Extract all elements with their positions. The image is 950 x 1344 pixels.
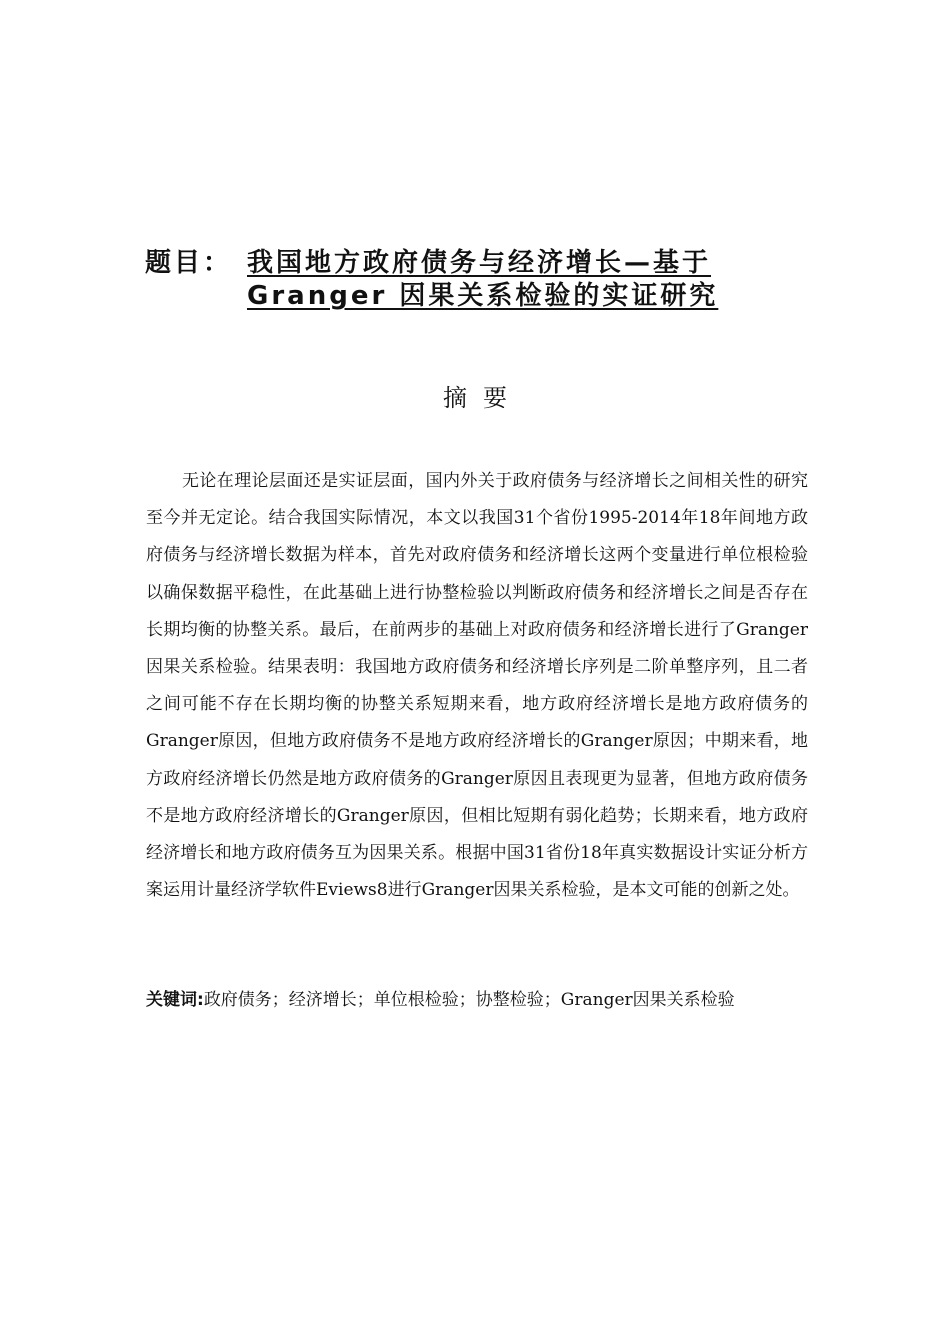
title-label: 题目： xyxy=(145,248,233,278)
abstract-body: 无论在理论层面还是实证层面，国内外关于政府债务与经济增长之间相关性的研究至今并无定论。结合我国实际情况，本文以我国31个省份1995-2014年18年间地方政府债务与经济增长数据为样本，首先对政府债务和经济增长这两个变量进行单位根检验以确保数据平稳性，在此基础上进行协整检验以判断政府债务和经济增长之间是否存在长期均衡的协整关系。最后，在前两步的基础上对政府债务和经济增长进行了Granger因果关系检验。结果表明：我国地方政府债务和经济增长序列是二阶单整序列，且二者之间可能不存在长期均衡的协整关系短期来看，地方政府经济增长是地方政府债务的Granger原因，但地方政府债务不是地方政府经济增长的Granger原因；中期来看，地方政府经济增长仍然是地方政府债务的Granger原因且表现更为显著，但地方政府债务不是地方政府经济增长的Granger原因，但相比短期有弱化趋势；长期来看，地方政府经济增长和地方政府债务互为因果关系。根据中国31省份18年真实数据设计实证分析方案运用计量经济学软件Eviews8进行Granger因果关系检验，是本文可能的创新之处。 xyxy=(146,471,808,901)
title-text: 我国地方政府债务与经济增长—基于 Granger 因果关系检验的实证研究 xyxy=(247,248,719,311)
keywords-label: 关键词: xyxy=(146,990,204,1010)
abstract-heading: 摘要 xyxy=(443,384,523,412)
paper-title xyxy=(145,247,795,313)
keywords-text: 政府债务；经济增长；单位根检验；协整检验；Granger因果关系检验 xyxy=(203,990,735,1010)
keywords-line xyxy=(146,985,826,1015)
